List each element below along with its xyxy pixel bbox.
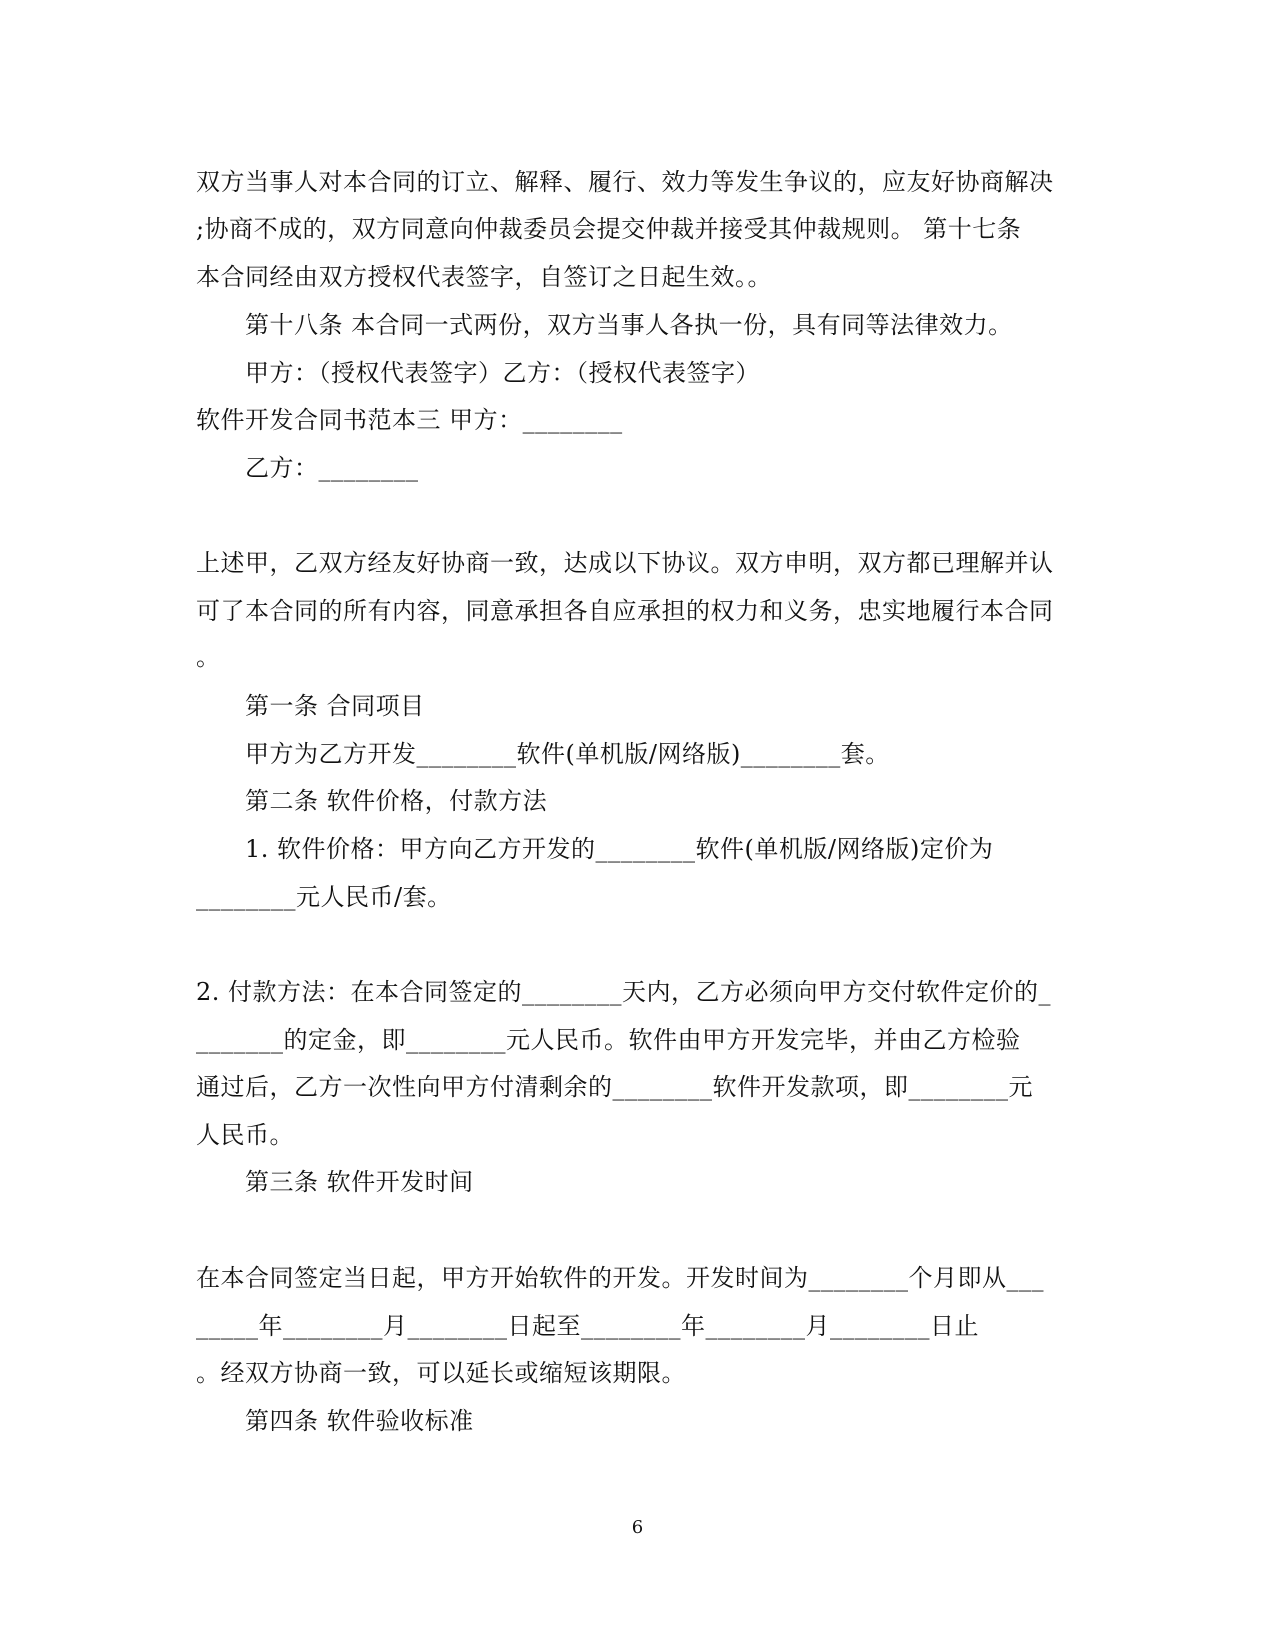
template-title-party-a: 软件开发合同书范本三 甲方：________ bbox=[196, 406, 623, 434]
text-line: 人民币。 bbox=[196, 1121, 294, 1149]
text-line: 甲方为乙方开发________软件(单机版/网络版)________套。 bbox=[245, 740, 890, 768]
party-b-line: 乙方：________ bbox=[245, 454, 419, 482]
clause-heading: 第二条 软件价格，付款方法 bbox=[245, 787, 548, 815]
text-line: 可了本合同的所有内容，同意承担各自应承担的权力和义务，忠实地履行本合同 bbox=[196, 597, 1054, 625]
text-line: _______的定金，即________元人民币。软件由甲方开发完毕，并由乙方检验 bbox=[196, 1026, 1021, 1054]
text-line: ;协商不成的，双方同意向仲裁委员会提交仲裁并接受其仲裁规则。 第十七条 bbox=[196, 215, 1022, 243]
clause-heading: 第三条 软件开发时间 bbox=[245, 1168, 474, 1196]
text-line: 1. 软件价格：甲方向乙方开发的________软件(单机版/网络版)定价为 bbox=[245, 835, 994, 863]
text-line: _____年________月________日起至________年________月________日止 bbox=[196, 1312, 979, 1340]
clause-heading: 第四条 软件验收标准 bbox=[245, 1407, 474, 1435]
text-line: 。 bbox=[196, 643, 221, 671]
clause-heading: 第一条 合同项目 bbox=[245, 692, 425, 720]
text-line: 通过后，乙方一次性向甲方付清剩余的________软件开发款项，即________元 bbox=[196, 1073, 1033, 1101]
text-line: ________元人民币/套。 bbox=[196, 883, 452, 911]
text-line: 2. 付款方法：在本合同签定的________天内，乙方必须向甲方交付软件定价的_ bbox=[196, 978, 1052, 1006]
text-line: 双方当事人对本合同的订立、解释、履行、效力等发生争议的，应友好协商解决 bbox=[196, 168, 1054, 196]
text-line: 。经双方协商一致，可以延长或缩短该期限。 bbox=[196, 1359, 686, 1387]
signature-line: 甲方：（授权代表签字）乙方：（授权代表签字） bbox=[245, 359, 760, 387]
text-line: 本合同经由双方授权代表签字，自签订之日起生效。。 bbox=[196, 263, 772, 291]
text-line: 在本合同签定当日起，甲方开始软件的开发。开发时间为________个月即从___ bbox=[196, 1264, 1044, 1292]
clause-18: 第十八条 本合同一式两份，双方当事人各执一份，具有同等法律效力。 bbox=[245, 311, 1013, 339]
text-line: 上述甲，乙双方经友好协商一致，达成以下协议。双方申明，双方都已理解并认 bbox=[196, 549, 1054, 577]
page-number: 6 bbox=[631, 1517, 644, 1538]
